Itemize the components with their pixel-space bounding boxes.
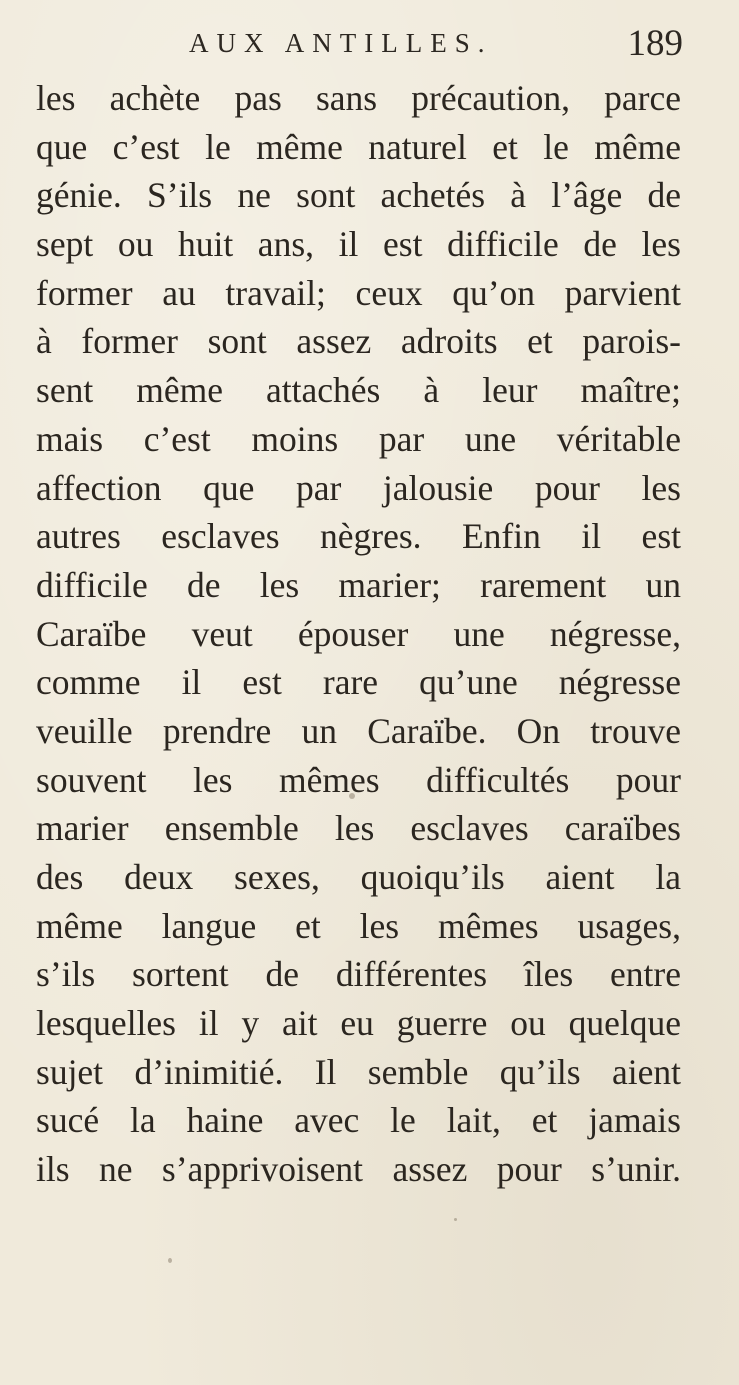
text-line: mais c’est moins par une véritable [36,418,681,459]
text-line: sucé la haine avec le lait, et jamais [36,1100,681,1141]
text-line: marier ensemble les esclaves caraïbes [36,808,681,849]
text-line: comme il est rare qu’une négresse [36,662,681,703]
text-line: sent même attachés à leur maître; [36,370,681,411]
text-line: veuille prendre un Caraïbe. On trouve [36,710,681,751]
text-line: lesquelles il y ait eu guerre ou quelque [36,1003,681,1044]
running-title: AUX ANTILLES. [189,28,493,58]
text-line: sept ou huit ans, il est difficile de les [36,224,681,265]
page-number: 189 [627,23,683,64]
text-line: génie. S’ils ne sont achetés à l’âge de [36,175,681,216]
text-line: souvent les mêmes difficultés pour [36,759,681,800]
text-line: sujet d’inimitié. Il semble qu’ils aient [36,1051,681,1092]
page-header [0,22,739,62]
text-line: même langue et les mêmes usages, [36,905,681,946]
paper-speck [349,793,355,799]
text-line: les achète pas sans précaution, parce [36,78,681,118]
text-line: autres esclaves nègres. Enfin il est [36,516,681,557]
text-line: à former sont assez adroits et parois- [36,321,681,362]
paper-speck [454,1218,457,1221]
text-line: que c’est le même naturel et le même [36,126,681,167]
text-line: s’ils sortent de différentes îles entre [36,954,681,995]
paper-speck [168,1258,172,1263]
text-line: difficile de les marier; rarement un [36,564,681,605]
text-line: former au travail; ceux qu’on parvient [36,272,681,313]
text-line: Caraïbe veut épouser une négresse, [36,613,681,654]
text-line: affection que par jalousie pour les [36,467,681,508]
text-line: des deux sexes, quoiqu’ils aient la [36,857,681,897]
text-line: ils ne s’apprivoisent assez pour s’unir. [36,1149,681,1190]
body-text [36,74,681,1194]
